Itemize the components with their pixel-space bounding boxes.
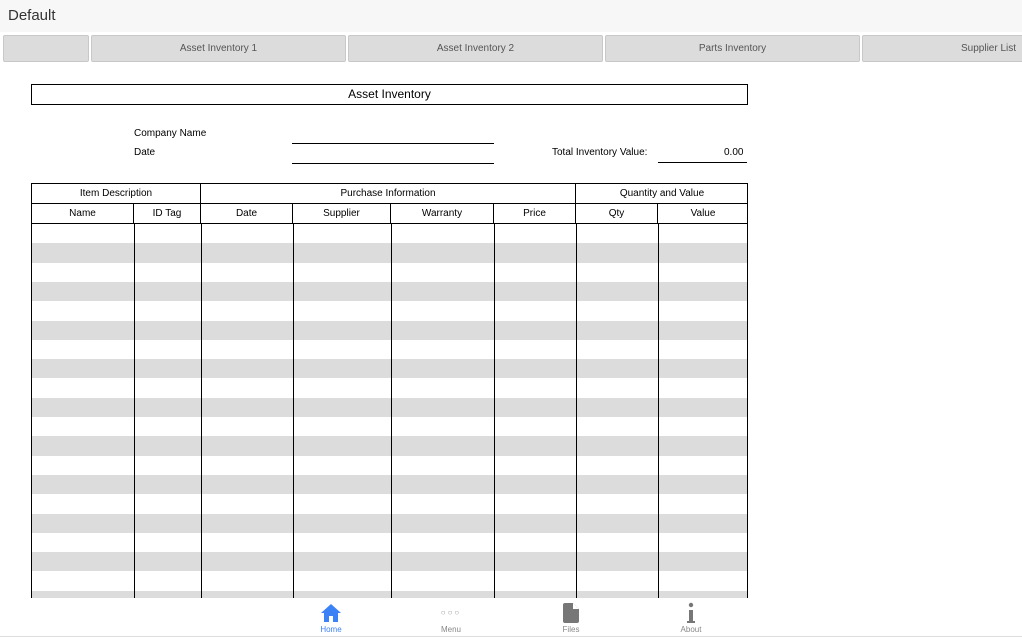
sheet-title: Asset Inventory (31, 84, 748, 105)
tab-parts-inventory[interactable]: Parts Inventory (605, 35, 860, 62)
table-row[interactable] (32, 475, 747, 494)
bottom-nav (0, 598, 1022, 637)
home-icon (291, 600, 371, 625)
total-value-underline (658, 162, 747, 163)
column-divider (658, 224, 659, 598)
table-row[interactable] (32, 436, 747, 455)
nav-menu-label: Menu (440, 625, 461, 634)
group-purchase-information: Purchase Information (201, 184, 576, 204)
column-divider (576, 224, 577, 598)
table-row[interactable] (32, 417, 747, 436)
sheet-tabs (0, 35, 1022, 63)
total-value-label: Total Inventory Value: (552, 147, 648, 158)
table-row[interactable] (32, 263, 747, 282)
nav-home[interactable] (291, 600, 371, 634)
col-warranty: Warranty (391, 204, 494, 224)
col-qty: Qty (576, 204, 658, 224)
window-title: Default (0, 0, 1022, 32)
table-row[interactable] (32, 591, 747, 598)
nav-about[interactable] (651, 600, 731, 634)
table-row[interactable] (32, 243, 747, 262)
table-row[interactable] (32, 514, 747, 533)
column-divider (391, 224, 392, 598)
col-name: Name (32, 204, 134, 224)
table-row[interactable] (32, 359, 747, 378)
tab-asset-inventory-1[interactable]: Asset Inventory 1 (91, 35, 346, 62)
table-row[interactable] (32, 571, 747, 590)
table-row[interactable] (32, 552, 747, 571)
date-field[interactable] (292, 163, 494, 164)
group-quantity-value: Quantity and Value (576, 184, 748, 204)
column-divider (134, 224, 135, 598)
table-row[interactable] (32, 398, 747, 417)
table-row[interactable] (32, 494, 747, 513)
company-name-label: Company Name (134, 128, 207, 139)
col-id-tag: ID Tag (134, 204, 201, 224)
table-row[interactable] (32, 533, 747, 552)
nav-files-label: Files (562, 625, 580, 634)
column-divider (293, 224, 294, 598)
col-supplier: Supplier (293, 204, 391, 224)
nav-about-label: About (680, 625, 702, 634)
table-row[interactable] (32, 321, 747, 340)
nav-home-label: Home (320, 625, 342, 634)
table-row[interactable] (32, 456, 747, 475)
date-label: Date (134, 147, 156, 158)
tab-asset-inventory-2[interactable]: Asset Inventory 2 (348, 35, 603, 62)
table-row[interactable] (32, 340, 747, 359)
table-row[interactable] (32, 378, 747, 397)
table-row[interactable] (32, 282, 747, 301)
file-icon (531, 600, 611, 625)
total-value: 0.00 (724, 147, 744, 158)
col-date: Date (201, 204, 293, 224)
table-row[interactable] (32, 301, 747, 320)
column-divider (201, 224, 202, 598)
table-row[interactable] (32, 224, 747, 243)
inventory-table (31, 183, 748, 598)
company-name-field[interactable] (292, 143, 494, 144)
tab-supplier-list[interactable]: Supplier List (862, 35, 1022, 62)
more-icon: ○○○ (440, 608, 462, 617)
column-divider (494, 224, 495, 598)
col-price: Price (494, 204, 576, 224)
group-item-description: Item Description (32, 184, 201, 204)
tab-blank[interactable] (3, 35, 89, 62)
info-icon (651, 600, 731, 625)
nav-menu[interactable] (411, 600, 491, 634)
col-value: Value (658, 204, 748, 224)
nav-files[interactable] (531, 600, 611, 634)
